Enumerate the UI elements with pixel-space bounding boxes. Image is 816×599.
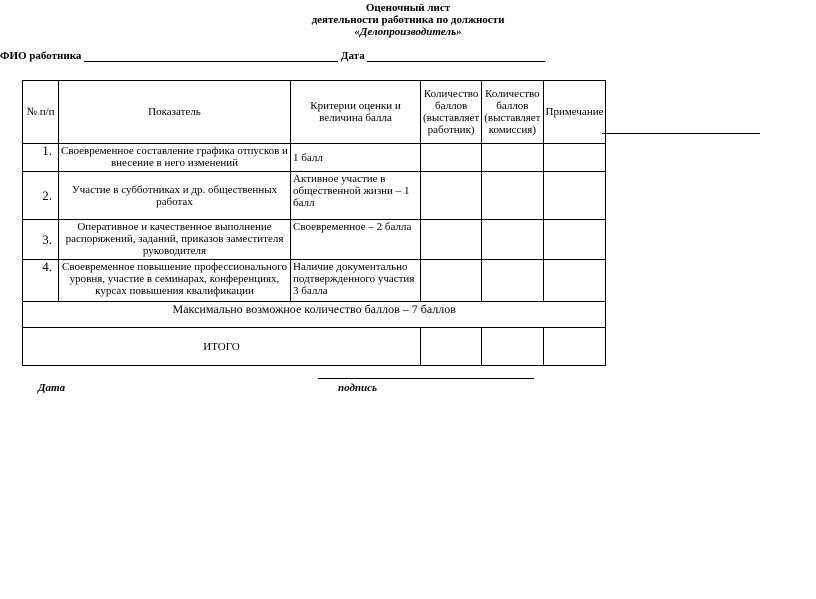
row-num: 1. xyxy=(23,144,59,172)
total-commission-score[interactable] xyxy=(482,328,543,366)
row-indicator: Своевременное составление графика отпусков и внесение в него изменений xyxy=(59,144,291,172)
row-commission-score[interactable] xyxy=(482,260,543,302)
row-indicator: Оперативное и качественное выполнение распоряжений, заданий, приказов заместителя руководителя xyxy=(59,220,291,260)
header-criteria: Критерии оценки и величина балла xyxy=(291,81,421,144)
fio-field[interactable] xyxy=(84,51,338,62)
signature-line[interactable] xyxy=(318,378,534,379)
side-line xyxy=(602,133,760,134)
row-commission-score[interactable] xyxy=(482,220,543,260)
row-note[interactable] xyxy=(543,144,606,172)
header-commission-score: Количество баллов (выставляет комиссия) xyxy=(482,81,543,144)
date-field[interactable] xyxy=(367,51,545,62)
position-name: «Делопроизводитель» xyxy=(354,26,462,38)
row-self-score[interactable] xyxy=(421,220,482,260)
max-row xyxy=(23,302,606,328)
total-label: ИТОГО xyxy=(23,328,421,366)
fio-row xyxy=(0,50,545,62)
row-commission-score[interactable] xyxy=(482,144,543,172)
row-note[interactable] xyxy=(543,220,606,260)
row-criteria: 1 балл xyxy=(291,144,421,172)
row-indicator: Своевременное повышение профессионального уровня, участие в семинарах, конференциях, курсах повышения квалификации xyxy=(59,260,291,302)
row-note[interactable] xyxy=(543,260,606,302)
date-label: Дата xyxy=(340,50,365,62)
row-note[interactable] xyxy=(543,172,606,220)
row-commission-score[interactable] xyxy=(482,172,543,220)
row-criteria: Наличие документально подтвержденного участия 3 балла xyxy=(291,260,421,302)
table-row xyxy=(23,220,606,260)
fio-label: ФИО работника xyxy=(0,50,82,62)
footer-sign-label: подпись xyxy=(338,382,378,394)
row-self-score[interactable] xyxy=(421,260,482,302)
table-row xyxy=(23,260,606,302)
total-row xyxy=(23,328,606,366)
footer-date-label: Дата xyxy=(38,382,66,394)
row-num: 2. xyxy=(23,172,59,220)
total-self-score[interactable] xyxy=(421,328,482,366)
row-num: 3. xyxy=(23,220,59,260)
doc-subtitle: деятельности работника по должности xyxy=(311,14,505,26)
row-indicator: Участие в субботниках и др. общественных работах xyxy=(59,172,291,220)
table-row xyxy=(23,172,606,220)
doc-title: Оценочный лист xyxy=(365,2,451,14)
row-criteria: Активное участие в общественной жизни – 1 балл xyxy=(291,172,421,220)
row-criteria: Своевременное – 2 балла xyxy=(291,220,421,260)
total-note[interactable] xyxy=(543,328,606,366)
evaluation-table xyxy=(22,80,606,366)
header-note: Примечание xyxy=(543,81,606,144)
row-self-score[interactable] xyxy=(421,172,482,220)
max-points-text: Максимально возможное количество баллов – 7 баллов xyxy=(23,302,606,328)
row-self-score[interactable] xyxy=(421,144,482,172)
row-num: 4. xyxy=(23,260,59,302)
header-self-score: Количество баллов (выставляет работник) xyxy=(421,81,482,144)
table-row xyxy=(23,144,606,172)
header-row xyxy=(23,81,606,144)
header-indicator: Показатель xyxy=(59,81,291,144)
header-num: № п/п xyxy=(23,81,59,144)
